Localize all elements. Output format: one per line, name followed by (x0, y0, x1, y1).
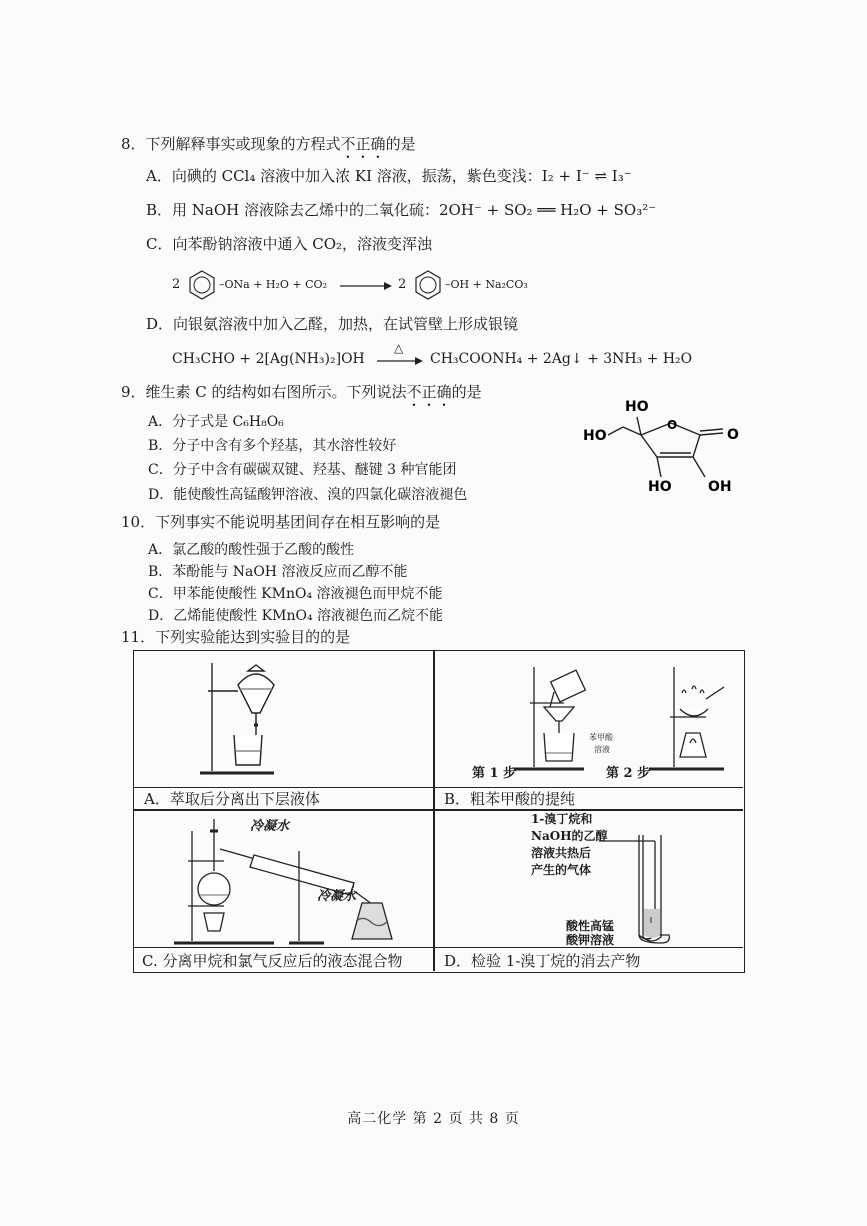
b-solution-label: 苯甲酸 (589, 733, 613, 742)
q10-option-a: A．氯乙酸的酸性强于乙酸的酸性 (148, 542, 355, 558)
q10-option-c: C．甲苯能使酸性 KMnO₄ 溶液褪色而甲烷不能 (148, 586, 443, 602)
q9-option-b: B．分子中含有多个羟基，其水溶性较好 (148, 438, 397, 454)
q9-option-c: C．分子中含有碳碳双键、羟基、醚键 3 种官能团 (148, 462, 457, 478)
reaction-arrow-icon (377, 356, 423, 366)
separatory-funnel-apparatus (194, 655, 314, 785)
q11-caption-d: D．检验 1-溴丁烷的消去产物 (444, 952, 641, 970)
q8-option-c: C．向苯酚钠溶液中通入 CO₂，溶液变浑浊 (146, 235, 433, 253)
page-footer: 高二化学 第 2 页 共 8 页 (347, 1111, 520, 1127)
benzene-ring-icon (412, 269, 444, 301)
benzene-ring-icon (186, 269, 218, 301)
q10-stem: 10．下列事实不能说明基团间存在相互影响的是 (121, 513, 441, 531)
vitamin-c-structure (575, 395, 755, 505)
q11-caption-b: B．粗苯甲酸的提纯 (444, 790, 576, 808)
q8-d-equation: CH₃CHO + 2[Ag(NH₃)₂]OH △ CH₃COONH₄ + 2Ag↓ + 3NH₃ + H₂O (172, 341, 693, 367)
b-solution-label-2: 溶液 (594, 745, 610, 754)
q10-option-b: B．苯酚能与 NaOH 溶液反应而乙醇不能 (148, 564, 408, 580)
struct-ho-bottom: HO (648, 479, 672, 495)
d-gas-source-label: 1-溴丁烷和 NaOH的乙醇 溶液共热后 产生的气体 (531, 812, 608, 877)
q9-stem: 9．维生素 C 的结构如右图所示。下列说法不正确的是 (121, 383, 482, 401)
b-step1-label: 第 1 步 (472, 766, 517, 781)
q8-stem: 8．下列解释事实或现象的方程式不正确的是 (121, 135, 416, 153)
c-water-out-label: 冷凝水 (317, 889, 357, 904)
q11-experiment-grid (133, 650, 745, 973)
q11-caption-a: A．萃取后分离出下层液体 (144, 790, 320, 808)
struct-ho-top: HO (625, 399, 649, 415)
q8-option-a: A．向碘的 CCl₄ 溶液中加入浓 KI 溶液，振荡，紫色变浅：I₂ + I⁻ ⇌ I₃⁻ (146, 167, 632, 185)
q11-stem: 11．下列实验能达到实验目的的是 (121, 628, 351, 646)
q9-option-a: A．分子式是 C₆H₈O₆ (148, 414, 284, 430)
c-water-in-label: 冷凝水 (250, 819, 290, 834)
q8-option-b: B．用 NaOH 溶液除去乙烯中的二氧化硫：2OH⁻ + SO₂ ══ H₂O + SO₃²⁻ (146, 201, 657, 219)
d-kmno4-label: 酸性高锰 酸钾溶液 (566, 919, 615, 947)
q8-option-d: D．向银氨溶液中加入乙醛，加热，在试管壁上形成银镜 (146, 315, 519, 333)
struct-ho-left: HO (583, 428, 607, 444)
q11-caption-c: C. 分离甲烷和氯气反应后的液态混合物 (142, 952, 403, 970)
q9-option-d: D．能使酸性高锰酸钾溶液、溴的四氯化碳溶液褪色 (148, 487, 468, 503)
q8-c-equation: 2 –ONa + H₂O + CO₂ 2 –OH + Na₂CO₃ (172, 268, 572, 302)
b-step2-label: 第 2 步 (606, 766, 651, 781)
distillation-apparatus (164, 811, 454, 947)
struct-o-right: O (727, 427, 739, 443)
struct-oh-bottom: OH (708, 479, 732, 495)
q10-option-d: D．乙烯能使酸性 KMnO₄ 溶液褪色而乙烷不能 (148, 608, 444, 624)
reaction-arrow-icon (340, 281, 392, 291)
svg-text:O: O (667, 418, 678, 432)
